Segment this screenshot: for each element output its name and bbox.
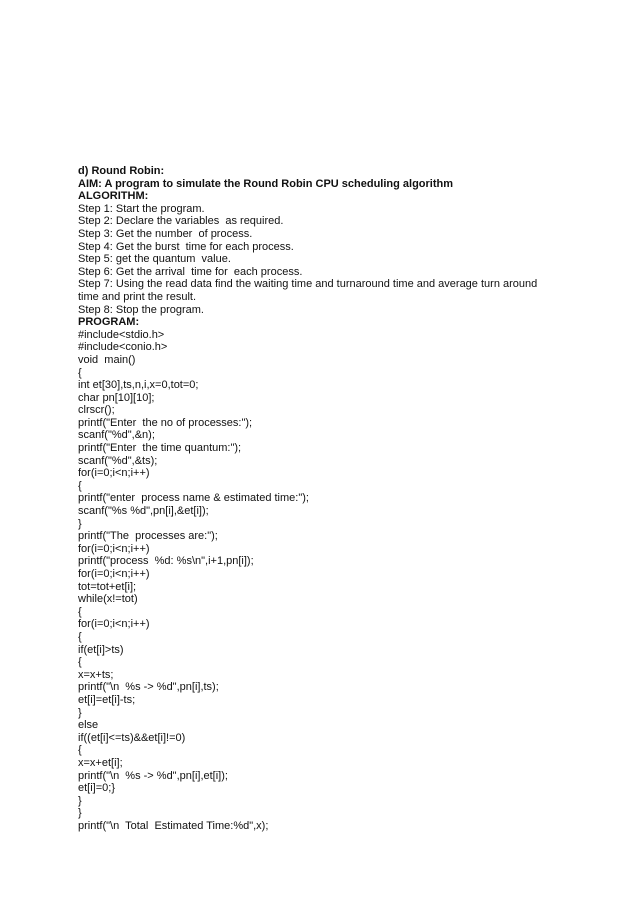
code-line: { xyxy=(78,656,82,669)
code-line: for(i=0;i<n;i++) xyxy=(78,568,150,580)
code-line: printf("\n %s -> %d",pn[i],ts); xyxy=(78,681,219,694)
code-line: printf("The processes are:"); xyxy=(78,530,218,543)
code-line: int et[30],ts,n,i,x=0,tot=0; xyxy=(78,379,199,392)
code-line: { xyxy=(78,366,82,379)
code-line: scanf("%d",&ts); xyxy=(78,454,158,467)
code-line: { xyxy=(78,605,82,618)
code-line: else xyxy=(78,719,99,732)
code-line: printf("Enter the time quantum:"); xyxy=(78,442,242,455)
algorithm-step: Step 5: get the quantum value. xyxy=(78,253,231,266)
code-line: { xyxy=(78,744,82,757)
code-line: } xyxy=(78,794,82,807)
code-line: clrscr(); xyxy=(78,404,115,417)
code-line: for(i=0;i<n;i++) xyxy=(78,542,150,555)
code-line: tot=tot+et[i]; xyxy=(78,580,137,593)
algorithm-steps xyxy=(78,203,558,316)
code-line: et[i]=et[i]-ts; xyxy=(78,693,136,706)
code-line: printf("\n Total Estimated Time:%d",x); xyxy=(78,819,269,832)
algorithm-step: Step 4: Get the burst time for each process. xyxy=(78,240,294,253)
algorithm-step: Step 3: Get the number of process. xyxy=(78,227,253,240)
code-line: printf("\n %s -> %d",pn[i],et[i]); xyxy=(78,769,228,782)
document-page xyxy=(78,165,558,832)
code-line: } xyxy=(78,706,82,719)
code-line: { xyxy=(78,630,82,643)
algorithm-step: Step 1: Start the program. xyxy=(78,202,205,215)
code-line: while(x!=tot) xyxy=(78,593,138,606)
code-line: x=x+et[i]; xyxy=(78,756,123,769)
code-line: { xyxy=(78,479,82,492)
code-line: printf("process %d: %s\n",i+1,pn[i]); xyxy=(78,555,254,568)
code-line: scanf("%s %d",pn[i],&et[i]); xyxy=(78,505,209,518)
program-title: PROGRAM: xyxy=(78,316,140,329)
aim-statement: AIM: A program to simulate the Round Robin CPU scheduling algorithm xyxy=(78,177,454,190)
code-line: printf("enter process name & estimated time:"); xyxy=(78,492,309,505)
code-line: #include<conio.h> xyxy=(78,341,168,354)
section-heading: d) Round Robin: xyxy=(78,165,165,177)
code-line: #include<stdio.h> xyxy=(78,328,165,341)
program-code xyxy=(78,329,558,833)
code-line: printf("Enter the no of processes:"); xyxy=(78,416,253,429)
code-line: et[i]=0;} xyxy=(78,782,116,795)
code-line: } xyxy=(78,807,82,820)
algorithm-step: Step 2: Declare the variables as required. xyxy=(78,215,284,228)
code-line: void main() xyxy=(78,353,136,366)
algorithm-step: Step 8: Stop the program. xyxy=(78,303,204,316)
code-line: for(i=0;i<n;i++) xyxy=(78,618,150,631)
algorithm-title: ALGORITHM: xyxy=(78,190,149,203)
code-line: if(et[i]>ts) xyxy=(78,643,124,656)
code-line: if((et[i]<=ts)&&et[i]!=0) xyxy=(78,731,186,744)
code-line: scanf("%d",&n); xyxy=(78,429,155,442)
algorithm-step: Step 6: Get the arrival time for each process. xyxy=(78,265,303,278)
code-line: char pn[10][10]; xyxy=(78,391,155,404)
algorithm-step: Step 7: Using the read data find the waiting time and turnaround time and average turn around time and print the result. xyxy=(78,278,538,303)
code-line: } xyxy=(78,517,82,530)
code-line: x=x+ts; xyxy=(78,668,114,681)
code-line: for(i=0;i<n;i++) xyxy=(78,467,150,480)
